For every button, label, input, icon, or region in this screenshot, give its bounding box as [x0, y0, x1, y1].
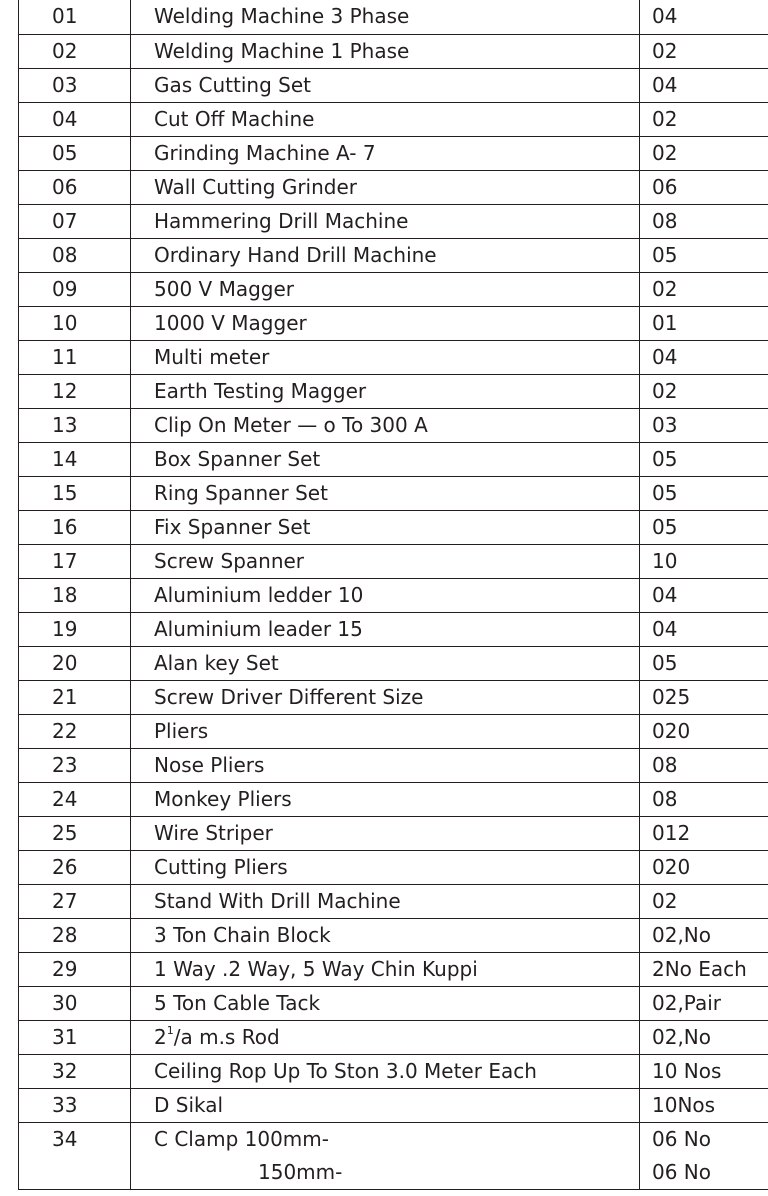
- serial-number-cell: [19, 918, 131, 952]
- item-name-cell: [131, 884, 640, 918]
- item-name-cell: [131, 748, 640, 782]
- quantity: 08: [652, 786, 678, 811]
- table-row: [19, 782, 768, 816]
- item-name: Monkey Pliers: [154, 786, 292, 811]
- item-name-cell: [131, 476, 640, 510]
- serial-number: 17: [52, 548, 78, 573]
- serial-number: 31: [52, 1024, 78, 1049]
- quantity: 025: [652, 684, 691, 709]
- quantity-cell: [640, 170, 768, 204]
- table-row: [19, 1054, 768, 1088]
- serial-number-cell: [19, 136, 131, 170]
- serial-number-cell: [19, 510, 131, 544]
- quantity: 08: [652, 208, 678, 233]
- item-name-cell: [131, 714, 640, 748]
- item-name-cell: [131, 68, 640, 102]
- table-row: [19, 238, 768, 272]
- item-name: Multi meter: [154, 344, 270, 369]
- serial-number-cell: [19, 408, 131, 442]
- quantity: 02: [652, 140, 678, 165]
- serial-number-cell: [19, 986, 131, 1020]
- item-name-cell: [131, 374, 640, 408]
- item-name: Wall Cutting Grinder: [154, 174, 358, 199]
- item-name-superscript: 1: [166, 1023, 174, 1037]
- item-name: 1 Way .2 Way, 5 Way Chin Kuppi: [154, 956, 478, 981]
- quantity-cell: [640, 952, 768, 986]
- serial-number: 07: [52, 208, 78, 233]
- serial-number-cell: [19, 544, 131, 578]
- serial-number-cell: [19, 714, 131, 748]
- quantity-cell: [640, 986, 768, 1020]
- item-name: Ordinary Hand Drill Machine: [154, 242, 437, 267]
- serial-number: 18: [52, 582, 78, 607]
- quantity-cell: [640, 442, 768, 476]
- quantity: 2No Each: [652, 956, 747, 981]
- quantity-cell: [640, 816, 768, 850]
- table-row: [19, 714, 768, 748]
- table-row: [19, 612, 768, 646]
- quantity-cell: [640, 1054, 768, 1088]
- quantity: 04: [652, 616, 678, 641]
- item-name: D Sikal: [154, 1092, 224, 1117]
- table-row: [19, 1122, 768, 1189]
- item-name-cell: [131, 816, 640, 850]
- quantity-cell: [640, 612, 768, 646]
- equipment-table-body: [19, 0, 768, 1189]
- table-row: [19, 408, 768, 442]
- table-row: [19, 204, 768, 238]
- quantity: 012: [652, 820, 691, 845]
- table-row: [19, 680, 768, 714]
- quantity: 10 Nos: [652, 1058, 722, 1083]
- table-row: [19, 884, 768, 918]
- quantity-cell: [640, 374, 768, 408]
- quantity: 04: [652, 4, 678, 28]
- item-name: 500 V Magger: [154, 276, 294, 301]
- item-name-cell: [131, 646, 640, 680]
- serial-number: 20: [52, 650, 78, 675]
- item-name: Welding Machine 3 Phase: [154, 4, 410, 28]
- item-name-cell: [131, 850, 640, 884]
- quantity-cell: [640, 578, 768, 612]
- quantity-cell: [640, 1122, 768, 1189]
- item-name-cell: [131, 170, 640, 204]
- item-name-cell: [131, 34, 640, 68]
- quantity: 01: [652, 310, 678, 335]
- serial-number-cell: [19, 850, 131, 884]
- quantity-cell: [640, 204, 768, 238]
- table-row: [19, 510, 768, 544]
- serial-number: 06: [52, 174, 78, 199]
- table-row: [19, 68, 768, 102]
- table-row: [19, 986, 768, 1020]
- table-row: [19, 306, 768, 340]
- serial-number-cell: [19, 884, 131, 918]
- item-name-cell: [131, 952, 640, 986]
- quantity-cell: [640, 1088, 768, 1122]
- serial-number-cell: [19, 952, 131, 986]
- item-name-cell: [131, 544, 640, 578]
- serial-number: 03: [52, 72, 78, 97]
- serial-number-cell: [19, 782, 131, 816]
- serial-number: 33: [52, 1092, 78, 1117]
- quantity: 02,Pair: [652, 990, 722, 1015]
- quantity: 05: [652, 650, 678, 675]
- item-name: Ceiling Rop Up To Ston 3.0 Meter Each: [154, 1058, 537, 1083]
- quantity: 10Nos: [652, 1092, 716, 1117]
- serial-number-cell: [19, 1088, 131, 1122]
- item-name: Screw Driver Different Size: [154, 684, 424, 709]
- serial-number: 04: [52, 106, 78, 131]
- quantity: 10: [652, 548, 678, 573]
- serial-number-cell: [19, 340, 131, 374]
- item-name: Screw Spanner: [154, 548, 305, 573]
- serial-number-cell: [19, 476, 131, 510]
- serial-number: 13: [52, 412, 78, 437]
- serial-number-cell: [19, 306, 131, 340]
- item-name-cell: [131, 1054, 640, 1088]
- item-name-line2: 150mm-: [258, 1159, 343, 1184]
- item-name: Pliers: [154, 718, 209, 743]
- item-name: Fix Spanner Set: [154, 514, 311, 539]
- table-row: [19, 476, 768, 510]
- serial-number: 09: [52, 276, 78, 301]
- serial-number-cell: [19, 204, 131, 238]
- item-name-cell: [131, 1122, 640, 1189]
- quantity-cell: [640, 102, 768, 136]
- serial-number-cell: [19, 272, 131, 306]
- table-row: [19, 646, 768, 680]
- serial-number: 26: [52, 854, 78, 879]
- item-name: Nose Pliers: [154, 752, 265, 777]
- item-name-cell: [131, 510, 640, 544]
- item-name-cell: [131, 340, 640, 374]
- item-name: Earth Testing Magger: [154, 378, 367, 403]
- table-row: [19, 340, 768, 374]
- serial-number-cell: [19, 102, 131, 136]
- quantity-cell: [640, 34, 768, 68]
- item-name-cell: [131, 578, 640, 612]
- quantity: 02: [652, 378, 678, 403]
- serial-number-cell: [19, 0, 131, 34]
- serial-number: 27: [52, 888, 78, 913]
- item-name-cell: [131, 408, 640, 442]
- item-name-suffix: /a m.s Rod: [173, 1024, 280, 1049]
- quantity-cell: [640, 0, 768, 34]
- serial-number: 28: [52, 922, 78, 947]
- serial-number: 02: [52, 38, 78, 63]
- serial-number: 08: [52, 242, 78, 267]
- quantity-cell: [640, 748, 768, 782]
- table-row: [19, 1020, 768, 1054]
- serial-number: 32: [52, 1058, 78, 1083]
- serial-number: 16: [52, 514, 78, 539]
- item-name-cell: [131, 0, 640, 34]
- table-row: [19, 272, 768, 306]
- quantity: 05: [652, 514, 678, 539]
- serial-number: 01: [52, 4, 78, 28]
- item-name-prefix: 2: [154, 1024, 167, 1049]
- serial-number-cell: [19, 170, 131, 204]
- item-name-cell: [131, 136, 640, 170]
- serial-number-cell: [19, 34, 131, 68]
- table-row: [19, 918, 768, 952]
- quantity: 05: [652, 242, 678, 267]
- quantity: 02: [652, 38, 678, 63]
- serial-number: 30: [52, 990, 78, 1015]
- table-row: [19, 544, 768, 578]
- serial-number-cell: [19, 816, 131, 850]
- quantity: 020: [652, 854, 691, 879]
- equipment-table: [18, 0, 768, 1190]
- quantity-cell: [640, 476, 768, 510]
- table-row: [19, 0, 768, 34]
- quantity-line2: 06 No: [652, 1159, 712, 1184]
- table-row: [19, 748, 768, 782]
- quantity: 02,No: [652, 922, 712, 947]
- serial-number: 23: [52, 752, 78, 777]
- quantity-cell: [640, 408, 768, 442]
- serial-number-cell: [19, 680, 131, 714]
- item-name: Alan key Set: [154, 650, 279, 675]
- quantity: 020: [652, 718, 691, 743]
- table-row: [19, 136, 768, 170]
- quantity-cell: [640, 340, 768, 374]
- item-name: Cutting Pliers: [154, 854, 288, 879]
- quantity: 02: [652, 106, 678, 131]
- item-name: Aluminium ledder 10: [154, 582, 364, 607]
- quantity: 05: [652, 480, 678, 505]
- item-name: Hammering Drill Machine: [154, 208, 409, 233]
- table-row: [19, 442, 768, 476]
- quantity-cell: [640, 272, 768, 306]
- quantity-cell: [640, 714, 768, 748]
- item-name: Clip On Meter — o To 300 A: [154, 412, 428, 437]
- quantity-cell: [640, 510, 768, 544]
- quantity-cell: [640, 782, 768, 816]
- item-name-cell: [131, 1020, 640, 1054]
- table-row: [19, 850, 768, 884]
- table-row: [19, 102, 768, 136]
- quantity-cell: [640, 306, 768, 340]
- item-name: Gas Cutting Set: [154, 72, 311, 97]
- item-name-cell: [131, 986, 640, 1020]
- serial-number-cell: [19, 646, 131, 680]
- quantity: 06: [652, 174, 678, 199]
- serial-number-cell: [19, 578, 131, 612]
- item-name-cell: [131, 306, 640, 340]
- item-name: Stand With Drill Machine: [154, 888, 401, 913]
- quantity-cell: [640, 136, 768, 170]
- item-name-cell: [131, 918, 640, 952]
- item-name: Welding Machine 1 Phase: [154, 38, 410, 63]
- quantity-cell: [640, 680, 768, 714]
- quantity-cell: [640, 918, 768, 952]
- table-row: [19, 578, 768, 612]
- serial-number: 14: [52, 446, 78, 471]
- serial-number-cell: [19, 374, 131, 408]
- serial-number: 10: [52, 310, 78, 335]
- quantity: 02,No: [652, 1024, 712, 1049]
- item-name: 3 Ton Chain Block: [154, 922, 331, 947]
- serial-number-cell: [19, 238, 131, 272]
- item-name-cell: [131, 204, 640, 238]
- serial-number-cell: [19, 612, 131, 646]
- quantity-cell: [640, 68, 768, 102]
- serial-number: 12: [52, 378, 78, 403]
- serial-number-cell: [19, 442, 131, 476]
- quantity: 04: [652, 344, 678, 369]
- table-row: [19, 952, 768, 986]
- serial-number-cell: [19, 748, 131, 782]
- quantity-cell: [640, 884, 768, 918]
- item-name-cell: [131, 272, 640, 306]
- quantity: 04: [652, 582, 678, 607]
- quantity-cell: [640, 1020, 768, 1054]
- item-name: 5 Ton Cable Tack: [154, 990, 321, 1015]
- quantity: 08: [652, 752, 678, 777]
- serial-number: 25: [52, 820, 78, 845]
- serial-number: 24: [52, 786, 78, 811]
- serial-number: 11: [52, 344, 78, 369]
- table-row: [19, 170, 768, 204]
- quantity: 03: [652, 412, 678, 437]
- item-name-cell: [131, 238, 640, 272]
- quantity-cell: [640, 850, 768, 884]
- serial-number: 15: [52, 480, 78, 505]
- item-name: Cut Off Machine: [154, 106, 315, 131]
- serial-number-cell: [19, 1020, 131, 1054]
- table-row: [19, 816, 768, 850]
- quantity: 02: [652, 888, 678, 913]
- serial-number-cell: [19, 1054, 131, 1088]
- table-row: [19, 1088, 768, 1122]
- item-name: [131, 1021, 639, 1054]
- table-row: [19, 34, 768, 68]
- item-name: Ring Spanner Set: [154, 480, 328, 505]
- serial-number-cell: [19, 68, 131, 102]
- serial-number: 22: [52, 718, 78, 743]
- quantity: 05: [652, 446, 678, 471]
- item-name-cell: [131, 680, 640, 714]
- item-name-cell: [131, 782, 640, 816]
- serial-number: 34: [52, 1126, 78, 1151]
- quantity-cell: [640, 238, 768, 272]
- item-name: Wire Striper: [154, 820, 273, 845]
- item-name-cell: [131, 442, 640, 476]
- item-name: Box Spanner Set: [154, 446, 321, 471]
- serial-number: 19: [52, 616, 78, 641]
- serial-number: 05: [52, 140, 78, 165]
- quantity-cell: [640, 544, 768, 578]
- quantity: 02: [652, 276, 678, 301]
- quantity-cell: [640, 646, 768, 680]
- serial-number-cell: [19, 1122, 131, 1189]
- quantity: 06 No: [652, 1126, 712, 1151]
- item-name: C Clamp 100mm-: [154, 1126, 329, 1151]
- table-row: [19, 374, 768, 408]
- serial-number: 21: [52, 684, 78, 709]
- serial-number: 29: [52, 956, 78, 981]
- item-name: Aluminium leader 15: [154, 616, 363, 641]
- item-name: 1000 V Magger: [154, 310, 307, 335]
- item-name: Grinding Machine A- 7: [154, 140, 376, 165]
- item-name-cell: [131, 102, 640, 136]
- quantity: 04: [652, 72, 678, 97]
- item-name-cell: [131, 1088, 640, 1122]
- item-name-cell: [131, 612, 640, 646]
